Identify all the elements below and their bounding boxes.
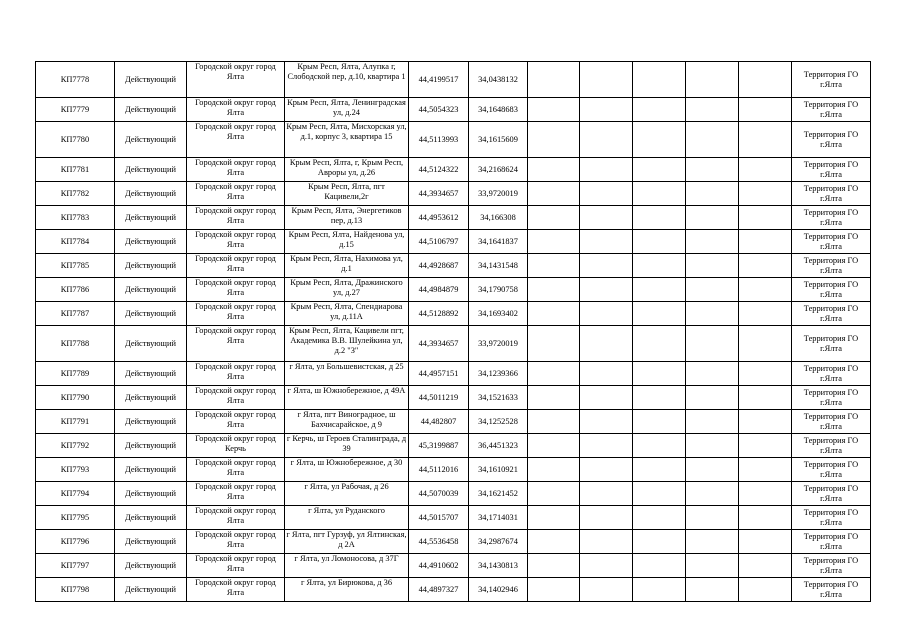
cell-status: Действующий (115, 302, 187, 326)
cell-status: Действующий (115, 578, 187, 602)
cell-empty (528, 98, 580, 122)
cell-id: КП7797 (36, 554, 115, 578)
cell-latitude: 44,3934657 (409, 326, 469, 362)
cell-district: Городской округ город Ялта (187, 182, 285, 206)
cell-latitude: 44,5106797 (409, 230, 469, 254)
cell-territory: Территория ГО г.Ялта (792, 326, 871, 362)
cell-empty (528, 230, 580, 254)
table-row (36, 230, 871, 254)
cell-status: Действующий (115, 506, 187, 530)
cell-empty (633, 458, 686, 482)
cell-id: КП7780 (36, 122, 115, 158)
cell-empty (739, 182, 792, 206)
cell-district: Городской округ город Ялта (187, 122, 285, 158)
cell-longitude: 34,1239366 (469, 362, 528, 386)
cell-status: Действующий (115, 434, 187, 458)
cell-territory: Территория ГО г.Ялта (792, 254, 871, 278)
cell-longitude: 34,2168624 (469, 158, 528, 182)
cell-id: КП7784 (36, 230, 115, 254)
cell-empty (739, 530, 792, 554)
cell-address: г Ялта, ш Южнобережное, д 49А (285, 386, 409, 410)
table-row (36, 578, 871, 602)
cell-id: КП7782 (36, 182, 115, 206)
cell-id: КП7795 (36, 506, 115, 530)
cell-address: Крым Респ, Ялта, Ленинградская ул, д.24 (285, 98, 409, 122)
cell-longitude: 34,1402946 (469, 578, 528, 602)
cell-address: г Ялта, пгт Гурзуф, ул Ялтинская, д 2А (285, 530, 409, 554)
cell-territory: Территория ГО г.Ялта (792, 182, 871, 206)
cell-empty (633, 302, 686, 326)
cell-empty (580, 302, 633, 326)
cell-longitude: 34,1621452 (469, 482, 528, 506)
table-row (36, 122, 871, 158)
cell-address: Крым Респ, Ялта, Энергетиков пер, д.13 (285, 206, 409, 230)
cell-empty (739, 410, 792, 434)
cell-empty (686, 386, 739, 410)
cell-empty (686, 230, 739, 254)
cell-empty (739, 362, 792, 386)
cell-empty (739, 98, 792, 122)
cell-address: г Ялта, ул Бирюкова, д 36 (285, 578, 409, 602)
table-row (36, 554, 871, 578)
cell-address: г Ялта, ул Ломоносова, д 37Г (285, 554, 409, 578)
cell-empty (580, 278, 633, 302)
cell-empty (686, 206, 739, 230)
cell-id: КП7778 (36, 62, 115, 98)
cell-latitude: 44,4910602 (409, 554, 469, 578)
table-row (36, 410, 871, 434)
cell-latitude: 44,482807 (409, 410, 469, 434)
cell-longitude: 34,1693402 (469, 302, 528, 326)
table-row (36, 530, 871, 554)
cell-latitude: 44,4953612 (409, 206, 469, 230)
cell-empty (528, 254, 580, 278)
cell-status: Действующий (115, 530, 187, 554)
cell-empty (739, 122, 792, 158)
cell-status: Действующий (115, 254, 187, 278)
table-row (36, 326, 871, 362)
cell-latitude: 44,5015707 (409, 506, 469, 530)
cell-empty (633, 182, 686, 206)
cell-id: КП7791 (36, 410, 115, 434)
cell-empty (528, 278, 580, 302)
cell-empty (739, 458, 792, 482)
cell-empty (686, 482, 739, 506)
cell-empty (686, 410, 739, 434)
cell-longitude: 34,1648683 (469, 98, 528, 122)
cell-address: Крым Респ, Ялта, г, Крым Респ, Авроры ул, д.26 (285, 158, 409, 182)
cell-empty (528, 434, 580, 458)
cell-status: Действующий (115, 326, 187, 362)
cell-id: КП7787 (36, 302, 115, 326)
cell-district: Городской округ город Ялта (187, 62, 285, 98)
cell-latitude: 44,5011219 (409, 386, 469, 410)
cell-empty (739, 326, 792, 362)
cell-empty (580, 122, 633, 158)
cell-longitude: 34,1431548 (469, 254, 528, 278)
cell-address: Крым Респ, Ялта, пгт Кацивели,2г (285, 182, 409, 206)
cell-territory: Территория ГО г.Ялта (792, 278, 871, 302)
cell-address: г Ялта, ул Рабочая, д 26 (285, 482, 409, 506)
cell-latitude: 44,5112016 (409, 458, 469, 482)
cell-empty (528, 506, 580, 530)
cell-longitude: 34,1521633 (469, 386, 528, 410)
cell-territory: Территория ГО г.Ялта (792, 206, 871, 230)
cell-longitude: 34,1790758 (469, 278, 528, 302)
table-row (36, 482, 871, 506)
cell-empty (686, 362, 739, 386)
cell-empty (633, 158, 686, 182)
cell-id: КП7793 (36, 458, 115, 482)
cell-empty (580, 386, 633, 410)
cell-id: КП7783 (36, 206, 115, 230)
cell-longitude: 33,9720019 (469, 182, 528, 206)
table-row (36, 458, 871, 482)
cell-empty (633, 482, 686, 506)
cell-id: КП7788 (36, 326, 115, 362)
cell-empty (528, 158, 580, 182)
cell-empty (580, 206, 633, 230)
cell-district: Городской округ город Ялта (187, 326, 285, 362)
cell-district: Городской округ город Ялта (187, 98, 285, 122)
cell-latitude: 44,3934657 (409, 182, 469, 206)
cell-empty (686, 530, 739, 554)
cell-status: Действующий (115, 278, 187, 302)
cell-empty (686, 326, 739, 362)
cell-status: Действующий (115, 98, 187, 122)
cell-empty (739, 62, 792, 98)
cell-address: Крым Респ, Ялта, Кацивели пгт, Академика В.В. Шулейкина ул, д.2 "З" (285, 326, 409, 362)
cell-empty (633, 254, 686, 278)
cell-district: Городской округ город Ялта (187, 158, 285, 182)
cell-empty (633, 578, 686, 602)
cell-empty (633, 62, 686, 98)
cell-empty (528, 206, 580, 230)
cell-empty (686, 98, 739, 122)
cell-id: КП7792 (36, 434, 115, 458)
cell-empty (633, 530, 686, 554)
cell-empty (528, 386, 580, 410)
cell-longitude: 33,9720019 (469, 326, 528, 362)
cell-address: г Керчь, ш Героев Сталинграда, д 39 (285, 434, 409, 458)
cell-address: г Ялта, ш Южнобережное, д 30 (285, 458, 409, 482)
cell-empty (528, 302, 580, 326)
cell-status: Действующий (115, 62, 187, 98)
cell-empty (739, 302, 792, 326)
cell-empty (580, 230, 633, 254)
cell-empty (686, 62, 739, 98)
cell-empty (580, 434, 633, 458)
cell-empty (633, 278, 686, 302)
cell-district: Городской округ город Ялта (187, 206, 285, 230)
cell-empty (633, 122, 686, 158)
cell-empty (580, 326, 633, 362)
cell-empty (528, 482, 580, 506)
cell-territory: Территория ГО г.Ялта (792, 482, 871, 506)
cell-territory: Территория ГО г.Ялта (792, 530, 871, 554)
cell-empty (580, 98, 633, 122)
cell-status: Действующий (115, 206, 187, 230)
cell-address: Крым Респ, Ялта, Алупка г, Слободской пер, д.10, квартира 1 (285, 62, 409, 98)
cell-status: Действующий (115, 482, 187, 506)
cell-empty (580, 182, 633, 206)
cell-empty (686, 182, 739, 206)
cell-district: Городской округ город Ялта (187, 278, 285, 302)
cell-id: КП7798 (36, 578, 115, 602)
cell-address: г Ялта, ул Руданского (285, 506, 409, 530)
cell-empty (633, 386, 686, 410)
cell-empty (739, 578, 792, 602)
cell-empty (739, 158, 792, 182)
cell-territory: Территория ГО г.Ялта (792, 410, 871, 434)
cell-empty (580, 506, 633, 530)
table-row (36, 158, 871, 182)
cell-territory: Территория ГО г.Ялта (792, 434, 871, 458)
cell-empty (686, 578, 739, 602)
cell-district: Городской округ город Керчь (187, 434, 285, 458)
cell-address: Крым Респ, Ялта, Дражинского ул, д.27 (285, 278, 409, 302)
cell-longitude: 36,4451323 (469, 434, 528, 458)
cell-territory: Территория ГО г.Ялта (792, 578, 871, 602)
cell-empty (633, 98, 686, 122)
cell-empty (528, 182, 580, 206)
cell-empty (686, 458, 739, 482)
cell-empty (528, 362, 580, 386)
cell-district: Городской округ город Ялта (187, 410, 285, 434)
cell-latitude: 44,4928687 (409, 254, 469, 278)
cell-empty (580, 482, 633, 506)
cell-empty (528, 554, 580, 578)
table-row (36, 98, 871, 122)
cell-empty (686, 506, 739, 530)
table-row (36, 386, 871, 410)
cell-latitude: 44,4199517 (409, 62, 469, 98)
cell-latitude: 44,4957151 (409, 362, 469, 386)
cell-id: КП7794 (36, 482, 115, 506)
cell-empty (686, 302, 739, 326)
cell-longitude: 34,2987674 (469, 530, 528, 554)
cell-territory: Территория ГО г.Ялта (792, 302, 871, 326)
cell-id: КП7779 (36, 98, 115, 122)
cell-longitude: 34,1252528 (469, 410, 528, 434)
cell-empty (739, 482, 792, 506)
cell-longitude: 34,0438132 (469, 62, 528, 98)
cell-empty (528, 530, 580, 554)
cell-district: Городской округ город Ялта (187, 230, 285, 254)
cell-empty (686, 122, 739, 158)
cell-empty (686, 158, 739, 182)
cell-district: Городской округ город Ялта (187, 458, 285, 482)
cell-status: Действующий (115, 410, 187, 434)
cell-longitude: 34,1615609 (469, 122, 528, 158)
cell-district: Городской округ город Ялта (187, 530, 285, 554)
cell-district: Городской округ город Ялта (187, 578, 285, 602)
cell-status: Действующий (115, 554, 187, 578)
table-row (36, 362, 871, 386)
cell-empty (580, 578, 633, 602)
cell-empty (528, 122, 580, 158)
cell-territory: Территория ГО г.Ялта (792, 362, 871, 386)
cell-empty (528, 410, 580, 434)
cell-empty (528, 62, 580, 98)
cell-empty (686, 434, 739, 458)
cell-district: Городской округ город Ялта (187, 254, 285, 278)
cell-empty (739, 206, 792, 230)
cell-empty (633, 206, 686, 230)
cell-status: Действующий (115, 158, 187, 182)
cell-empty (580, 362, 633, 386)
cell-district: Городской округ город Ялта (187, 302, 285, 326)
cell-longitude: 34,1430813 (469, 554, 528, 578)
cell-empty (580, 62, 633, 98)
cell-latitude: 45,3199887 (409, 434, 469, 458)
cell-empty (739, 386, 792, 410)
cell-district: Городской округ город Ялта (187, 386, 285, 410)
cell-address: Крым Респ, Ялта, Мисхорская ул, д.1, корпус 3, квартира 15 (285, 122, 409, 158)
cell-empty (633, 554, 686, 578)
cell-latitude: 44,5128892 (409, 302, 469, 326)
cell-empty (739, 434, 792, 458)
cell-latitude: 44,5070039 (409, 482, 469, 506)
cell-status: Действующий (115, 458, 187, 482)
cell-latitude: 44,4984879 (409, 278, 469, 302)
cell-longitude: 34,166308 (469, 206, 528, 230)
cell-address: г Ялта, ул Большевистская, д 25 (285, 362, 409, 386)
cell-territory: Территория ГО г.Ялта (792, 62, 871, 98)
table-row (36, 434, 871, 458)
cell-territory: Территория ГО г.Ялта (792, 122, 871, 158)
cell-empty (633, 410, 686, 434)
cell-empty (686, 254, 739, 278)
cell-longitude: 34,1641837 (469, 230, 528, 254)
cell-status: Действующий (115, 362, 187, 386)
cell-empty (739, 506, 792, 530)
cell-territory: Территория ГО г.Ялта (792, 230, 871, 254)
cell-longitude: 34,1610921 (469, 458, 528, 482)
cell-latitude: 44,5124322 (409, 158, 469, 182)
table-row (36, 254, 871, 278)
cell-empty (633, 506, 686, 530)
cell-empty (580, 458, 633, 482)
cell-empty (580, 254, 633, 278)
cell-id: КП7786 (36, 278, 115, 302)
cell-empty (739, 554, 792, 578)
cell-status: Действующий (115, 230, 187, 254)
cell-district: Городской округ город Ялта (187, 554, 285, 578)
cell-territory: Территория ГО г.Ялта (792, 158, 871, 182)
table-row (36, 206, 871, 230)
table-row (36, 278, 871, 302)
cell-empty (633, 326, 686, 362)
cell-empty (580, 554, 633, 578)
cell-district: Городской округ город Ялта (187, 482, 285, 506)
cell-empty (528, 458, 580, 482)
cell-empty (686, 278, 739, 302)
cell-address: Крым Респ, Ялта, Нахимова ул, д.1 (285, 254, 409, 278)
cell-territory: Территория ГО г.Ялта (792, 506, 871, 530)
cell-longitude: 34,1714031 (469, 506, 528, 530)
cell-empty (580, 158, 633, 182)
cell-status: Действующий (115, 182, 187, 206)
cell-empty (739, 230, 792, 254)
cell-id: КП7789 (36, 362, 115, 386)
cell-empty (739, 278, 792, 302)
cell-district: Городской округ город Ялта (187, 506, 285, 530)
cell-id: КП7781 (36, 158, 115, 182)
table-row (36, 62, 871, 98)
cell-territory: Территория ГО г.Ялта (792, 386, 871, 410)
table-row (36, 182, 871, 206)
cell-status: Действующий (115, 122, 187, 158)
cell-latitude: 44,5054323 (409, 98, 469, 122)
cell-id: КП7785 (36, 254, 115, 278)
cell-empty (633, 434, 686, 458)
cell-status: Действующий (115, 386, 187, 410)
cell-latitude: 44,4897327 (409, 578, 469, 602)
cell-address: Крым Респ, Ялта, Найденова ул, д.15 (285, 230, 409, 254)
cell-district: Городской округ город Ялта (187, 362, 285, 386)
cell-empty (633, 362, 686, 386)
cell-empty (528, 326, 580, 362)
cell-address: г Ялта, пгт Виноградное, ш Бахчисарайское, д 9 (285, 410, 409, 434)
table-row (36, 302, 871, 326)
cell-territory: Территория ГО г.Ялта (792, 554, 871, 578)
data-table (35, 61, 871, 602)
cell-id: КП7796 (36, 530, 115, 554)
cell-empty (528, 578, 580, 602)
table-row (36, 506, 871, 530)
cell-empty (686, 554, 739, 578)
cell-territory: Территория ГО г.Ялта (792, 458, 871, 482)
cell-territory: Территория ГО г.Ялта (792, 98, 871, 122)
cell-empty (580, 410, 633, 434)
cell-id: КП7790 (36, 386, 115, 410)
cell-empty (633, 230, 686, 254)
cell-empty (580, 530, 633, 554)
cell-address: Крым Респ, Ялта, Спендиарова ул, д.11А (285, 302, 409, 326)
cell-latitude: 44,5536458 (409, 530, 469, 554)
cell-empty (739, 254, 792, 278)
cell-latitude: 44,5113993 (409, 122, 469, 158)
